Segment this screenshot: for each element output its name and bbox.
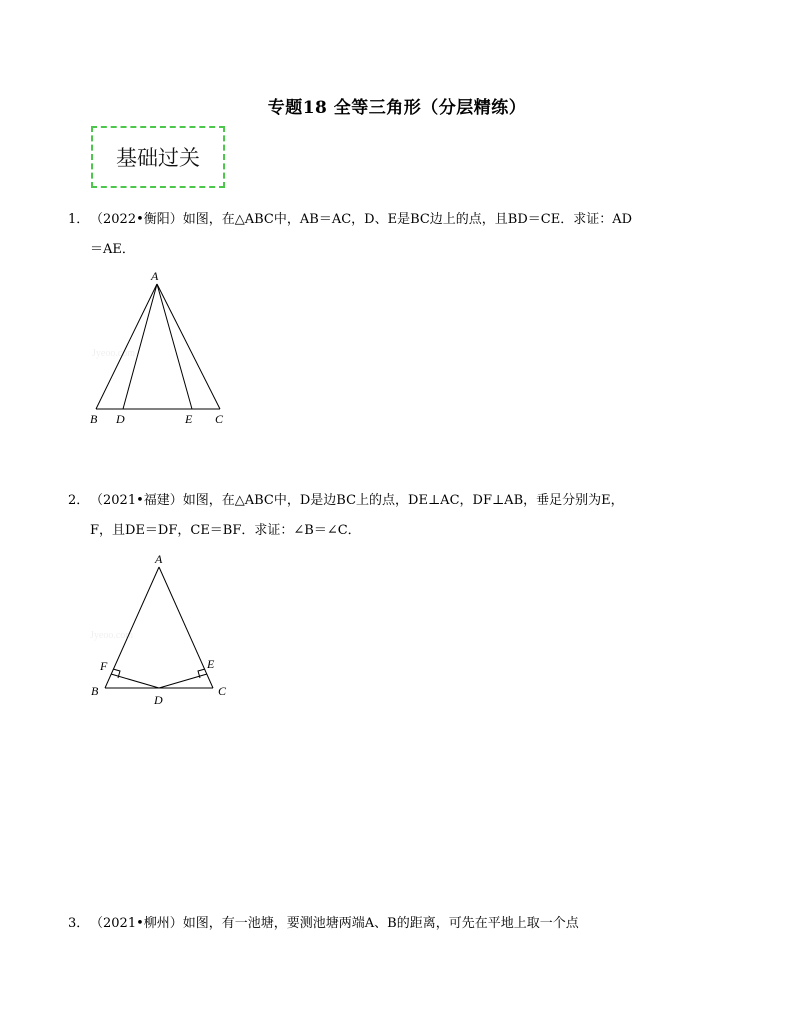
question-1-text-line2: ＝AE． — [90, 242, 135, 257]
label-b: B — [90, 412, 98, 426]
question-1-number: 1． — [68, 212, 90, 227]
question-1-figure — [80, 266, 240, 436]
label-a: A — [155, 552, 163, 566]
question-2-text-line1: （2021•福建）如图，在△ABC中，D是边BC上的点，DE⊥AC，DF⊥AB，垂足分别为E， — [90, 493, 624, 508]
label-c: C — [215, 412, 224, 426]
label-e: E — [185, 412, 193, 426]
question-2-figure — [85, 550, 245, 710]
question-3-number: 3． — [68, 916, 90, 931]
label-d: D — [116, 412, 125, 426]
question-1 — [68, 205, 632, 265]
segment-ab — [96, 284, 157, 409]
question-3-text-line1: （2021•柳州）如图，有一池塘，要测池塘两端A、B的距离，可先在平地上取一个点 — [90, 916, 579, 931]
label-b: B — [91, 684, 99, 698]
label-c: C — [218, 684, 227, 698]
question-3 — [68, 909, 579, 939]
label-d: D — [154, 693, 163, 707]
segment-ab — [105, 567, 159, 688]
question-1-text-line1: （2022•衡阳）如图，在△ABC中，AB＝AC，D、E是BC边上的点，且BD＝CE．求证：AD — [90, 212, 633, 227]
label-a: A — [151, 269, 159, 283]
question-2 — [68, 486, 624, 546]
segment-ad — [123, 284, 157, 409]
question-2-text-line2: F，且DE＝DF，CE＝BF．求证：∠B＝∠C． — [90, 523, 361, 538]
page-title: 专题18 全等三角形（分层精练） — [267, 98, 527, 118]
section-badge: 基础过关 — [91, 126, 225, 188]
segment-ae — [157, 284, 192, 409]
watermark: Jyeoo.com — [90, 630, 134, 641]
segment-ac — [157, 284, 220, 409]
segment-ac — [159, 567, 213, 688]
watermark: Jyeoo.com — [92, 348, 136, 359]
question-2-number: 2． — [68, 493, 90, 508]
label-f: F — [100, 659, 108, 673]
label-e: E — [207, 657, 215, 671]
